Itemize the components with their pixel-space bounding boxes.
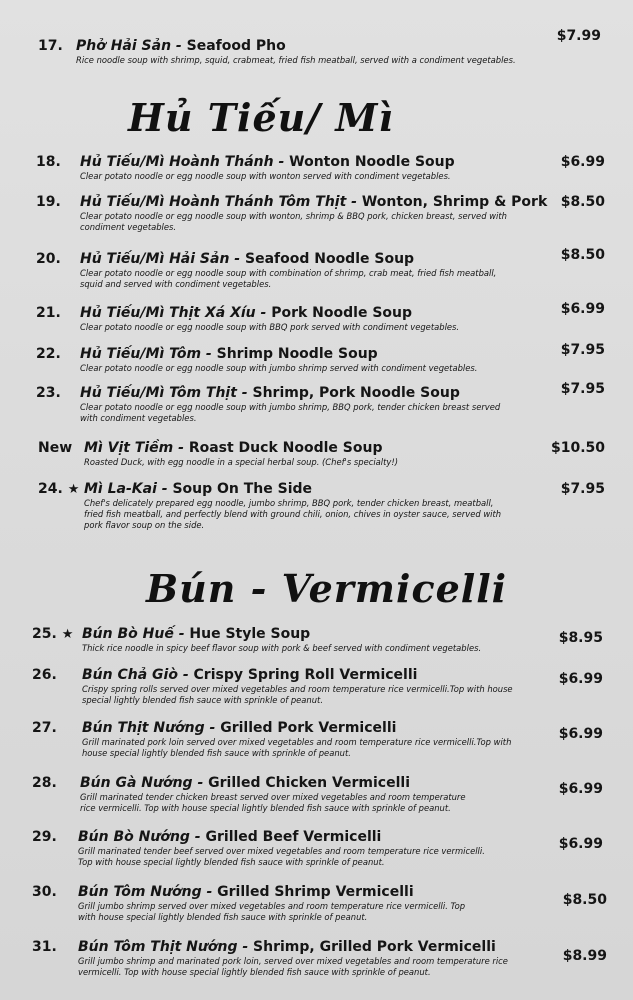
item-title: Hủ Tiếu/Mì Hải Sản - Seafood Noodle Soup [80, 251, 415, 267]
item-name: Hủ Tiếu/Mì Tôm Thịt [80, 385, 237, 401]
item-description: Clear potato noodle or egg noodle soup with jumbo shrimp served with condiment vegetables. [80, 363, 478, 373]
item-number: 18. [36, 154, 61, 170]
item-title: Bún Tôm Thịt Nướng - Shrimp, Grilled Pork Vermicelli [78, 939, 496, 955]
item-title: Hủ Tiếu/Mì Hoành Thánh - Wonton Noodle Soup [80, 154, 455, 170]
item-price: $7.99 [556, 28, 601, 44]
item-description: Grill jumbo shrimp and marinated pork loin, served over mixed vegetables and room temperature rice vermicelli. Top with house special lightly blended fish sauce with sprinkle of peanut. [78, 956, 508, 977]
item-name: Mì La-Kai [84, 481, 157, 497]
item-name: Bún Tôm Nướng [78, 884, 202, 900]
item-english-name: Hue Style Soup [189, 626, 311, 642]
item-price: $8.99 [562, 948, 607, 964]
item-price: $7.95 [560, 481, 605, 497]
item-price: $8.50 [562, 892, 607, 908]
item-number: 24. [38, 481, 63, 497]
item-title: Bún Bò Huế - Hue Style Soup [82, 626, 311, 642]
item-description: Clear potato noodle or egg noodle soup with BBQ pork served with condiment vegetables. [80, 322, 460, 332]
item-price: $7.95 [560, 342, 605, 358]
item-description: Clear potato noodle or egg noodle soup with jumbo shrimp, BBQ pork, tender chicken breast served with condiment vegetables. [80, 402, 501, 423]
item-number: 28. [32, 775, 57, 791]
item-english-name: Soup On The Side [172, 481, 313, 497]
item-number: New [38, 440, 73, 456]
item-name: Bún Bò Huế [82, 626, 174, 642]
item-number-with-star [32, 626, 73, 642]
item-description: Chef's delicately prepared egg noodle, jumbo shrimp, BBQ pork, tender chicken breast, meatball, fried fish meatball, and perfectly blend with ground chili, onion, chives in oyster sauce, served with pork flavor soup on the side. [84, 498, 502, 530]
item-description: Clear potato noodle or egg noodle soup with wonton, shrimp & BBQ pork, chicken breast, served with condiment vegetables. [80, 211, 507, 232]
item-number: 20. [36, 251, 61, 267]
star-icon: ★ [67, 482, 80, 497]
item-english-name: Pork Noodle Soup [271, 305, 413, 321]
item-english-name: Wonton Noodle Soup [289, 154, 455, 170]
item-number: 19. [36, 194, 61, 210]
item-name: Phở Hải Sản [76, 38, 172, 54]
item-price: $6.99 [558, 671, 603, 687]
item-name: Bún Gà Nướng [80, 775, 193, 791]
item-description: Clear potato noodle or egg noodle soup with combination of shrimp, crab meat, fried fish meatball, squid and served with condiment vegetables. [80, 268, 497, 289]
section-heading-bun-vermicelli: Bún - Vermicelli [146, 566, 508, 611]
item-name: Bún Bò Nướng [78, 829, 190, 845]
item-number: 27. [32, 720, 57, 736]
item-english-name: Shrimp Noodle Soup [216, 346, 378, 362]
item-title: Bún Tôm Nướng - Grilled Shrimp Vermicelli [78, 884, 414, 900]
item-name: Hủ Tiếu/Mì Thịt Xá Xíu [80, 305, 256, 321]
item-price: $6.99 [560, 301, 605, 317]
item-number: 17. [38, 38, 63, 54]
item-price: $6.99 [558, 726, 603, 742]
item-price: $8.95 [558, 630, 603, 646]
item-name: Bún Thịt Nướng [82, 720, 205, 736]
item-name: Bún Chả Giò [82, 667, 178, 683]
item-number: 23. [36, 385, 61, 401]
item-english-name: Crispy Spring Roll Vermicelli [193, 667, 418, 683]
item-title: Bún Bò Nướng - Grilled Beef Vermicelli [78, 829, 382, 845]
item-description: Grill marinated tender chicken breast served over mixed vegetables and room temperature rice vermicelli. Top with house special lightly blended fish sauce with sprinkle of peanut. [80, 792, 466, 813]
item-name: Hủ Tiếu/Mì Hoành Thánh [80, 154, 274, 170]
item-number: 22. [36, 346, 61, 362]
item-english-name: Grilled Chicken Vermicelli [208, 775, 410, 791]
item-price: $8.50 [560, 247, 605, 263]
item-english-name: Grilled Shrimp Vermicelli [217, 884, 414, 900]
item-name: Hủ Tiếu/Mì Tôm [80, 346, 202, 362]
item-english-name: Wonton, Shrimp & Pork [361, 194, 548, 210]
item-number: 30. [32, 884, 57, 900]
item-english-name: Grilled Pork Vermicelli [220, 720, 397, 736]
item-number: 25. [32, 626, 57, 642]
item-description: Grill marinated pork loin served over mixed vegetables and room temperature rice vermicelli.Top with house special lightly blended fish sauce with sprinkle of peanut. [82, 737, 512, 758]
item-description: Roasted Duck, with egg noodle in a special herbal soup. (Chef's specialty!) [84, 457, 398, 467]
item-description: Clear potato noodle or egg noodle soup with wonton served with condiment vegetables. [80, 171, 451, 181]
item-number-with-star [38, 481, 79, 497]
item-name: Mì Vịt Tiềm [84, 440, 174, 456]
item-description: Thick rice noodle in spicy beef flavor soup with pork & beef served with condiment vegetables. [82, 643, 482, 653]
item-title: Hủ Tiếu/Mì Hoành Thánh Tôm Thịt - Wonton, Shrimp & Pork [80, 194, 548, 210]
item-title: Hủ Tiếu/Mì Thịt Xá Xíu - Pork Noodle Soup [80, 305, 413, 321]
item-price: $6.99 [558, 781, 603, 797]
item-title: Bún Chả Giò - Crispy Spring Roll Vermicelli [82, 667, 418, 683]
item-english-name: Seafood Noodle Soup [244, 251, 415, 267]
item-number: 31. [32, 939, 57, 955]
item-title: Hủ Tiếu/Mì Tôm - Shrimp Noodle Soup [80, 346, 378, 362]
star-icon: ★ [61, 627, 74, 642]
item-title: Bún Gà Nướng - Grilled Chicken Vermicelli [80, 775, 410, 791]
item-price: $8.50 [560, 194, 605, 210]
item-price: $7.95 [560, 381, 605, 397]
item-title: Bún Thịt Nướng - Grilled Pork Vermicelli [82, 720, 397, 736]
item-name: Hủ Tiếu/Mì Hải Sản [80, 251, 230, 267]
item-title: Mì Vịt Tiềm - Roast Duck Noodle Soup [84, 440, 383, 456]
item-price: $10.50 [550, 440, 605, 456]
item-description: Rice noodle soup with shrimp, squid, crabmeat, fried fish meatball, served with a condiment vegetables. [76, 55, 516, 65]
item-description: Grill jumbo shrimp served over mixed vegetables and room temperature rice vermicelli. Top with house special lightly blended fish sauce with sprinkle of peanut. [78, 901, 466, 922]
item-english-name: Seafood Pho [186, 38, 286, 54]
item-number: 26. [32, 667, 57, 683]
item-description: Grill marinated tender beef served over mixed vegetables and room temperature rice vermicelli. Top with house special lightly blended fish sauce with sprinkle of peanut. [78, 846, 485, 867]
item-name: Bún Tôm Thịt Nướng [78, 939, 238, 955]
item-title: Mì La-Kai - Soup On The Side [84, 481, 313, 497]
item-english-name: Shrimp, Pork Noodle Soup [252, 385, 460, 401]
item-number: 21. [36, 305, 61, 321]
item-title: Hủ Tiếu/Mì Tôm Thịt - Shrimp, Pork Noodle Soup [80, 385, 460, 401]
item-number: 29. [32, 829, 57, 845]
item-english-name: Grilled Beef Vermicelli [205, 829, 382, 845]
item-english-name: Shrimp, Grilled Pork Vermicelli [253, 939, 496, 955]
item-description: Crispy spring rolls served over mixed vegetables and room temperature rice vermicelli.Top with house special lightly blended fish sauce with sprinkle of peanut. [82, 684, 513, 705]
item-price: $6.99 [560, 154, 605, 170]
item-price: $6.99 [558, 836, 603, 852]
item-english-name: Roast Duck Noodle Soup [188, 440, 383, 456]
item-name: Hủ Tiếu/Mì Hoành Thánh Tôm Thịt [80, 194, 347, 210]
section-heading-hu-tieu-mi: Hủ Tiếu/ Mì [128, 95, 394, 140]
item-title: Phở Hải Sản - Seafood Pho [76, 38, 286, 54]
